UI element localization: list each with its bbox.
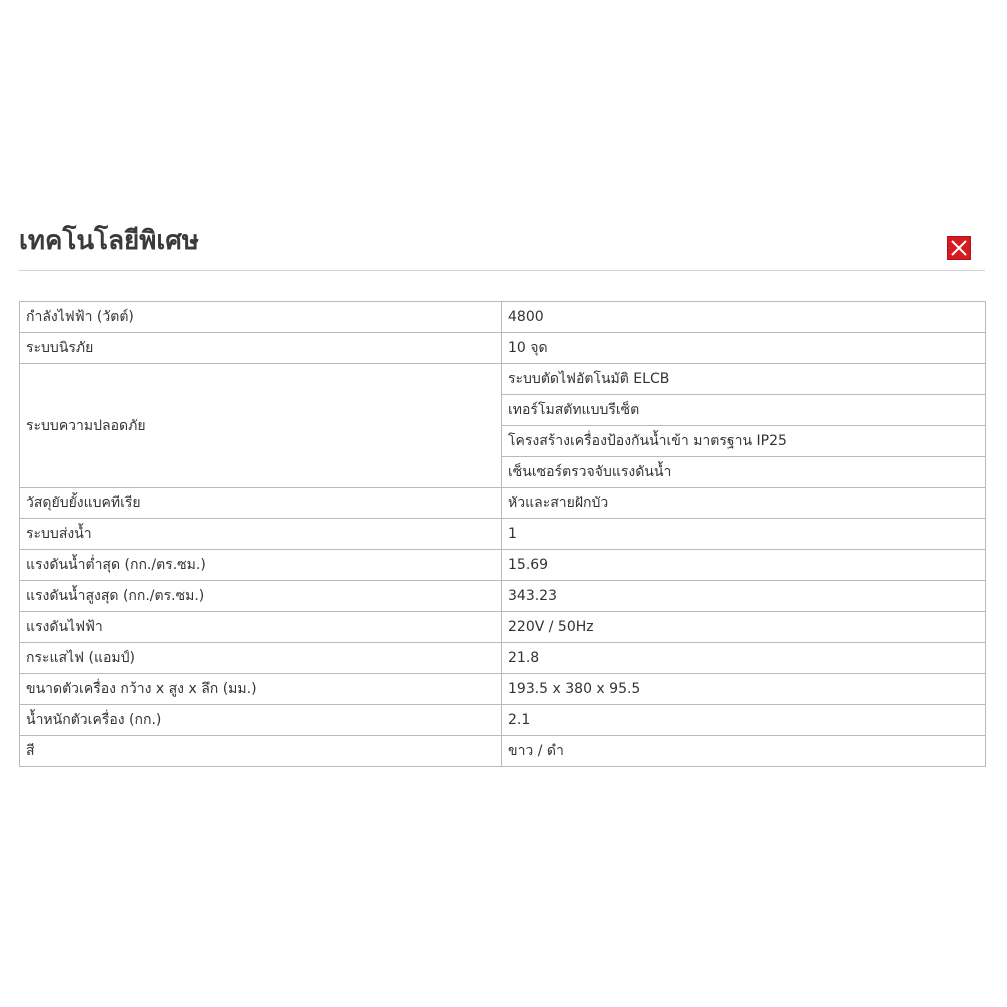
table-row (20, 705, 986, 736)
spec-value: 1 (502, 519, 986, 550)
table-row (20, 550, 986, 581)
table-row (20, 612, 986, 643)
spec-value: ระบบตัดไฟอัตโนมัติ ELCB (502, 364, 986, 395)
spec-value: 193.5 x 380 x 95.5 (502, 674, 986, 705)
spec-label: สี (20, 736, 502, 767)
table-row (20, 519, 986, 550)
spec-value: 21.8 (502, 643, 986, 674)
spec-value: หัวและสายฝักบัว (502, 488, 986, 519)
spec-label: กระแสไฟ (แอมป์) (20, 643, 502, 674)
table-row (20, 581, 986, 612)
spec-label: ระบบส่งน้ำ (20, 519, 502, 550)
spec-label: แรงดันไฟฟ้า (20, 612, 502, 643)
table-row (20, 488, 986, 519)
table-row (20, 643, 986, 674)
spec-value: 10 จุด (502, 333, 986, 364)
close-button[interactable] (947, 236, 971, 260)
spec-value: 4800 (502, 302, 986, 333)
spec-label: กำลังไฟฟ้า (วัตต์) (20, 302, 502, 333)
spec-table (19, 301, 986, 767)
table-row (20, 333, 986, 364)
spec-label: แรงดันน้ำต่ำสุด (กก./ตร.ซม.) (20, 550, 502, 581)
spec-label: ระบบความปลอดภัย (20, 364, 502, 488)
spec-value: 2.1 (502, 705, 986, 736)
table-row (20, 736, 986, 767)
table-row (20, 364, 986, 395)
panel-header (19, 220, 985, 271)
table-row (20, 674, 986, 705)
spec-value: ขาว / ดำ (502, 736, 986, 767)
spec-label: วัสดุยับยั้งแบคทีเรีย (20, 488, 502, 519)
spec-label: แรงดันน้ำสูงสุด (กก./ตร.ซม.) (20, 581, 502, 612)
spec-value: 343.23 (502, 581, 986, 612)
spec-label: น้ำหนักตัวเครื่อง (กก.) (20, 705, 502, 736)
spec-panel (19, 220, 985, 759)
spec-value: 15.69 (502, 550, 986, 581)
spec-value: 220V / 50Hz (502, 612, 986, 643)
spec-label: ขนาดตัวเครื่อง กว้าง x สูง x ลึก (มม.) (20, 674, 502, 705)
spec-value: เทอร์โมสตัทแบบรีเซ็ต (502, 395, 986, 426)
spec-value: โครงสร้างเครื่องป้องกันน้ำเข้า มาตรฐาน IP25 (502, 426, 986, 457)
spec-label: ระบบนิรภัย (20, 333, 502, 364)
close-x-icon (948, 237, 970, 259)
panel-title: เทคโนโลยีพิเศษ (19, 226, 199, 256)
spec-value: เซ็นเซอร์ตรวจจับแรงดันน้ำ (502, 457, 986, 488)
table-row (20, 302, 986, 333)
